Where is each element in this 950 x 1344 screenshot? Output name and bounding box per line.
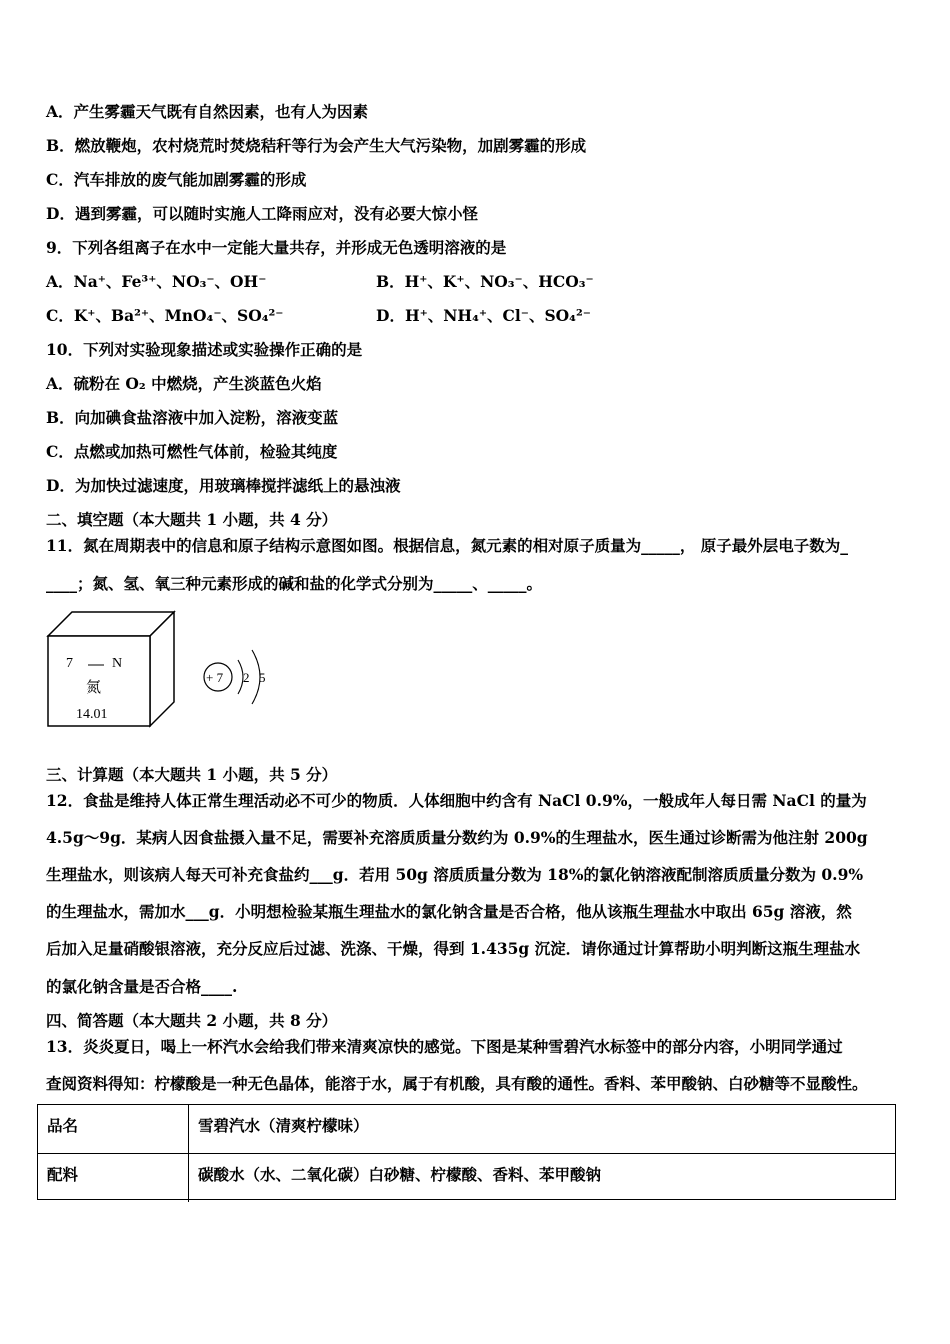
q12-line-1: 12．食盐是维持人体正常生理活动必不可少的物质．人体细胞中约含有 NaCl 0.9%，一般成年人每日需 NaCl 的量为 <box>46 791 867 810</box>
atomic-number: 7 <box>66 656 73 671</box>
element-symbol: N <box>112 656 123 671</box>
q13-line-2: 查阅资料得知：柠檬酸是一种无色晶体，能溶于水，属于有机酸，具有酸的通性。香料、苯甲酸钠、白砂糖等不显酸性。 <box>46 1074 868 1093</box>
nitrogen-diagram <box>46 610 286 730</box>
q10-option-c: C．点燃或加热可燃性气体前，检验其纯度 <box>46 442 338 461</box>
section-2-title: 二、填空题（本大题共 1 小题，共 4 分） <box>46 510 338 529</box>
q12-line-2: 4.5g～9g．某病人因食盐摄入量不足，需要补充溶质质量分数约为 0.9%的生理盐水，医生通过诊断需为他注射 200g <box>46 828 868 847</box>
q12-line-5: 后加入足量硝酸银溶液，充分反应后过滤、洗涤、干燥，得到 1.435g 沉淀．请你通过计算帮助小明判断这瓶生理盐水 <box>46 939 861 958</box>
table-row <box>38 1105 895 1153</box>
section-3-title: 三、计算题（本大题共 1 小题，共 5 分） <box>46 765 338 784</box>
q11-line-2: ____；氮、氢、氧三种元素形成的碱和盐的化学式分别为_____、_____。 <box>46 574 543 593</box>
q10-option-b: B．向加碘食盐溶液中加入淀粉，溶液变蓝 <box>46 408 339 427</box>
q9-option-a: A．Na⁺、Fe³⁺、NO₃⁻、OH⁻ <box>46 272 267 291</box>
q8-option-d: D．遇到雾霾，可以随时实施人工降雨应对，没有必要大惊小怪 <box>46 204 478 223</box>
q8-option-a: A．产生雾霾天气既有自然因素，也有人为因素 <box>46 102 369 121</box>
q9-stem: 9．下列各组离子在水中一定能大量共存，并形成无色透明溶液的是 <box>46 238 507 257</box>
nucleus-charge: + 7 <box>206 670 224 685</box>
shell-2-electrons: 5 <box>259 670 266 685</box>
shell-1-electrons: 2 <box>243 670 250 685</box>
q10-option-d: D．为加快过滤速度，用玻璃棒搅拌滤纸上的悬浊液 <box>46 476 401 495</box>
q8-option-c: C．汽车排放的废气能加剧雾霾的形成 <box>46 170 307 189</box>
q9-option-d: D．H⁺、NH₄⁺、Cl⁻、SO₄²⁻ <box>376 306 591 325</box>
nitrogen-figure <box>46 610 286 734</box>
row-value: 碳酸水（水、二氧化碳）白砂糖、柠檬酸、香料、苯甲酸钠 <box>198 1165 602 1184</box>
q12-line-6: 的氯化钠含量是否合格____. <box>46 977 238 996</box>
q11-line-1: 11．氮在周期表中的信息和原子结构示意图如图。根据信息，氮元素的相对原子质量为_____， 原子最外层电子数为_ <box>46 536 848 555</box>
q9-option-c: C．K⁺、Ba²⁺、MnO₄⁻、SO₄²⁻ <box>46 306 284 325</box>
atomic-mass: 14.01 <box>76 707 108 722</box>
q13-line-1: 13．炎炎夏日，喝上一杯汽水会给我们带来清爽凉快的感觉。下图是某种雪碧汽水标签中的部分内容，小明同学通过 <box>46 1037 843 1056</box>
element-name: 氮 <box>86 678 102 696</box>
section-4-title: 四、简答题（本大题共 2 小题，共 8 分） <box>46 1011 338 1030</box>
q10-option-a: A．硫粉在 O₂ 中燃烧，产生淡蓝色火焰 <box>46 374 322 393</box>
q12-line-3: 生理盐水，则该病人每天可补充食盐约___g．若用 50g 溶质质量分数为 18%的氯化钠溶液配制溶质质量分数为 0.9% <box>46 865 864 884</box>
q12-line-4: 的生理盐水，需加水___g．小明想检验某瓶生理盐水的氯化钠含量是否合格，他从该瓶生理盐水中取出 65g 溶液，然 <box>46 902 852 921</box>
row-key: 配料 <box>47 1165 79 1184</box>
label-table <box>37 1104 896 1200</box>
row-key: 品名 <box>47 1116 79 1135</box>
row-value: 雪碧汽水（清爽柠檬味） <box>198 1116 369 1135</box>
table-row <box>38 1153 895 1202</box>
q8-option-b: B．燃放鞭炮，农村烧荒时焚烧秸秆等行为会产生大气污染物，加剧雾霾的形成 <box>46 136 587 155</box>
q10-stem: 10．下列对实验现象描述或实验操作正确的是 <box>46 340 363 359</box>
q9-option-b: B．H⁺、K⁺、NO₃⁻、HCO₃⁻ <box>376 272 594 291</box>
